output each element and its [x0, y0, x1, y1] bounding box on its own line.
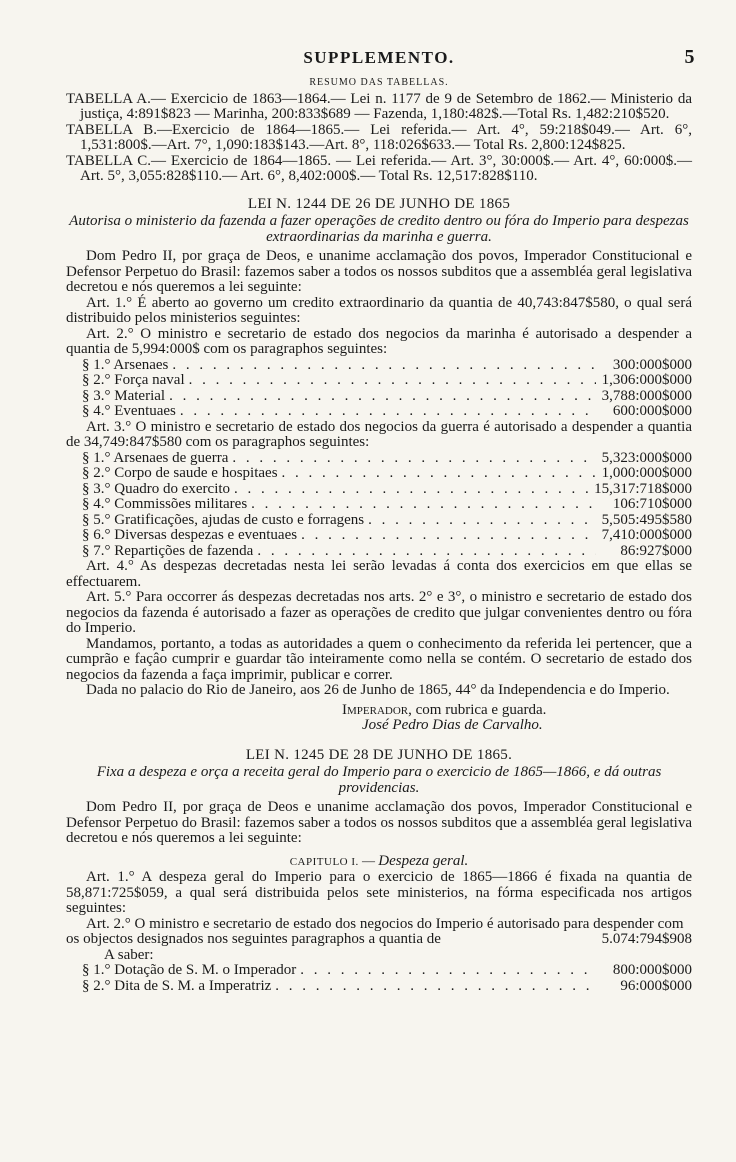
running-header	[66, 46, 696, 72]
law-1244-art5: Art. 5.° Para occorrer ás despezas decretadas nos arts. 2° e 3°, o ministro e secretario de estado dos negocios da fazenda é autorisado a fazer as operações de credito que julgar convenientes dentro ou fóra do Imperio.	[66, 589, 692, 636]
law-1244-art3-items	[66, 451, 692, 560]
law-1244-dada: Dada no palacio do Rio de Janeiro, aos 26 de Junho de 1865, 44° da Independencia e do Imperio.	[86, 682, 670, 698]
law-1245-title: LEI N. 1245 DE 28 DE JUNHO DE 1865.	[245, 746, 513, 763]
list-item: § 1.° Dotação de S. M. o Imperador . . . 800:000$000	[66, 963, 692, 979]
list-item: § 1.° Arsenaes de guerra . . . 5,323:000$000	[66, 451, 692, 467]
page-number: 5	[684, 46, 696, 68]
list-item: § 3.° Material . . . 3,788:000$000	[66, 389, 692, 405]
law-1244-art2-items	[66, 358, 692, 420]
law-1245-art1: Art. 1.° A despeza geral do Imperio para o exercicio de 1865—1866 é fixada na quantia de 58,871:725$059, a qual será distribuida pelos sete ministerios, na fórma especificada nos artigos seguintes:	[66, 869, 692, 916]
list-item: § 2.° Dita de S. M. a Imperatriz . . . 96:000$000	[66, 979, 692, 995]
a-saber-label: A saber:	[104, 946, 154, 963]
law-1245-art2: Art. 2.° O ministro e secretario de estado dos negocios do Imperio é autorisado para despender com os objectos designados nos seguintes paragraphos a quantia de 5.074:794$908	[66, 915, 692, 947]
law-1244-art3: Art. 3.° O ministro e secretario de estado dos negocios da guerra é autorisado a despender a quantia de 34,749:847$580 com os paragraphos seguintes:	[66, 418, 692, 450]
document-page	[66, 46, 696, 994]
tabella-a: TABELLA A.— Exercicio de 1863—1864.— Lei n. 1177 de 9 de Setembro de 1862.— Ministerio da justiça, 4:891$823 — Marinha, 200:833$689 — Fazenda, 1,180:482$.—Total Rs. 1,482:210$520.	[66, 90, 692, 122]
law-1244-art2: Art. 2.° O ministro e secretario de estado dos negocios da marinha é autorisado a despender a quantia de 5,994:000$ com os paragraphos seguintes:	[66, 325, 692, 357]
signature-minister: José Pedro Dias de Carvalho.	[362, 717, 543, 733]
law-1245-art2-value: 5.074:794$908	[601, 931, 692, 947]
law-1244-summary: Autorisa o ministerio da fazenda a fazer operações de credito dentro ou fóra do Imperio para despezas extraordinarias da marinha e guerra.	[69, 213, 689, 245]
tabella-b: TABELLA B.—Exercicio de 1864—1865.— Lei referida.— Art. 4°, 59:218$049.— Art. 6°, 1,531:800$.—Art. 7°, 1,090:183$143.—Art. 8°, 118:026$633.— Total Rs. 2,800:124$825.	[66, 121, 692, 153]
list-item: § 4.° Commissões militares . . . 106:710$000	[66, 497, 692, 513]
law-1245-preamble: Dom Pedro II, por graça de Deos e unanime acclamação dos povos, Imperador Constitucional e Defensor Perpetuo do Brasil: fazemos saber a todos os nossos subditos que a assembléa geral legislativa decretou e nós queremos a lei seguinte:	[66, 799, 692, 846]
law-1244-title: LEI N. 1244 DE 26 DE JUNHO DE 1865	[247, 195, 511, 212]
law-1244-art1: Art. 1.° É aberto ao governo um credito extraordinario da quantia de 40,743:847$580, o qual será distribuido pelos ministerios seguintes:	[66, 294, 692, 326]
law-1244-mandamos: Mandamos, portanto, a todas as autoridades a quem o conhecimento da referida lei pertencer, que a cumprão e façâo cumprir e guardar tão inteiramente como nella se contém. O secretario de estado dos negocios da fazenda a faça imprimir, publicar e correr.	[66, 635, 692, 683]
list-item: § 5.° Gratificações, ajudas de custo e forragens . . . 5,505:495$580	[66, 513, 692, 529]
list-item: § 2.° Força naval . . . 1,306:000$000	[66, 373, 692, 389]
tabella-c: TABELLA C.— Exercicio de 1864—1865. — Lei referida.— Art. 3°, 30:000$.— Art. 4°, 60:000$.— Art. 5°, 3,055:828$110.— Art. 6°, 8,402:000$.— Total Rs. 12,517:828$110.	[66, 152, 692, 184]
signature-emperor: Imperador, com rubrica e guarda.	[342, 701, 547, 718]
law-1244-preamble: Dom Pedro II, por graça de Deos, e unanime acclamação dos povos, Imperador Constitucional e Defensor Perpetuo do Brasil: fazemos saber a todos os nossos subditos que a assembléa geral legislativa decretou e nós queremos a lei seguinte:	[66, 248, 692, 295]
law-1244-art4: Art. 4.° As despezas decretadas nesta lei serão levadas á conta dos exercicios em que ellas se effectuarem.	[66, 558, 692, 590]
list-item: § 7.° Repartições de fazenda . . . 86:927$000	[66, 544, 692, 560]
header-title: SUPPLEMENTO.	[303, 48, 455, 67]
law-1245-art2-items	[66, 963, 692, 994]
list-item: § 4.° Eventuaes . . . 600:000$000	[66, 404, 692, 420]
list-item: § 3.° Quadro do exercito . . . 15,317:718$000	[66, 482, 692, 498]
law-1245-summary: Fixa a despeza e orça a receita geral do Imperio para o exercicio de 1865—1866, e dá outras providencias.	[96, 764, 662, 796]
chapter-heading: CAPITULO I. — Despeza geral.	[289, 852, 469, 869]
list-item: § 2.° Corpo de saude e hospitaes . . . 1,000:000$000	[66, 466, 692, 482]
list-item: § 1.° Arsenaes . . . 300:000$000	[66, 358, 692, 374]
list-item: § 6.° Diversas despezas e eventuaes . . . 7,410:000$000	[66, 528, 692, 544]
summary-subtitle: RESUMO DAS TABELLAS.	[309, 77, 449, 88]
